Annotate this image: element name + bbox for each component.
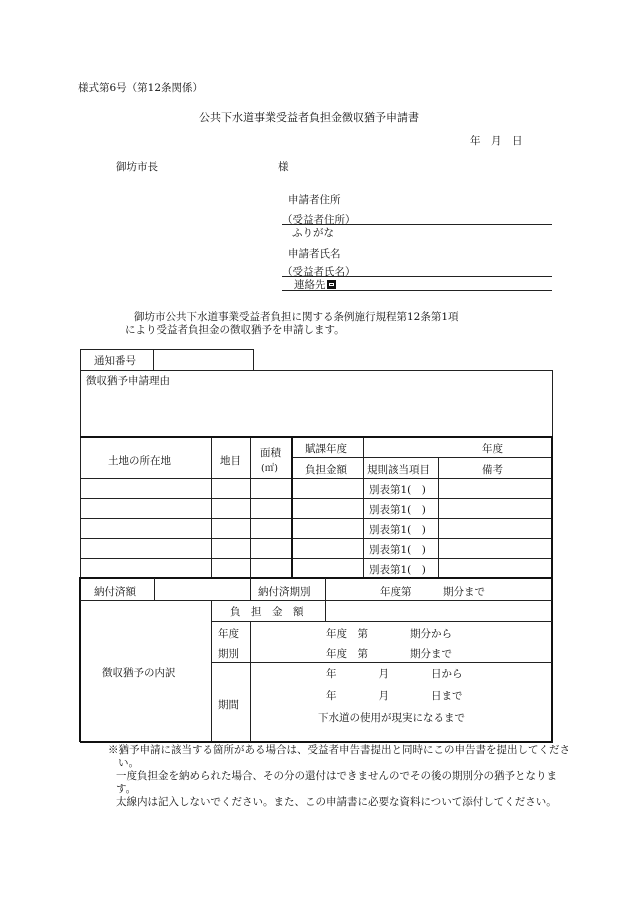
schedule-row: 別表第1( ) bbox=[369, 564, 426, 576]
addressee: 御坊市長 bbox=[116, 161, 158, 173]
deferral-breakdown-label: 徴収猶予の内訳 bbox=[102, 667, 176, 679]
land-category-header: 地目 bbox=[220, 455, 241, 467]
term-from: 年 月 日から bbox=[326, 668, 463, 680]
statement-line-2: により受益者負担金の徴収猶予を申請します。 bbox=[125, 324, 345, 336]
applicant-address-sub: （受益者住所） bbox=[282, 214, 356, 226]
area-unit: (㎡) bbox=[261, 463, 278, 474]
form-number: 様式第6号（第12条関係） bbox=[78, 82, 204, 94]
honorific: 様 bbox=[278, 161, 289, 173]
schedule-row: 別表第1( ) bbox=[369, 504, 426, 516]
term-to: 年 月 日まで bbox=[326, 690, 463, 702]
term-until: 下水道の使用が現実になるまで bbox=[318, 712, 465, 724]
fiscal-year-suffix: 年度 bbox=[482, 443, 503, 455]
term-label: 期間 bbox=[218, 699, 239, 711]
paid-period-value: 年度第 期分まで bbox=[380, 586, 485, 598]
applicant-name-label: 申請者氏名 bbox=[288, 248, 341, 260]
date-label: 年 月 日 bbox=[470, 135, 523, 147]
applicant-name-sub: （受益者氏名） bbox=[282, 266, 356, 278]
paid-amount-label: 納付済額 bbox=[94, 586, 136, 598]
contact-underline bbox=[282, 290, 552, 291]
period-label: 期別 bbox=[218, 648, 239, 660]
rule-item-header: 規則該当項目 bbox=[367, 464, 430, 476]
note-2: 一度負担金を納められた場合、その分の還付はできませんのでその後の期別分の猶予となります。 bbox=[116, 770, 557, 795]
notice-number-label: 通知番号 bbox=[94, 355, 136, 367]
note-3: 太線内は記入しないでください。また、この申請書に必要な資料について添付してください。 bbox=[116, 796, 557, 808]
note-1: ※猶予申請に該当する箇所がある場合は、受益者申告書提出と同時にこの申告書を提出してください。 bbox=[108, 744, 570, 769]
schedule-row: 別表第1( ) bbox=[369, 544, 426, 556]
furigana-label: ふりがな bbox=[292, 227, 334, 239]
fiscal-year-label: 賦課年度 bbox=[305, 443, 347, 455]
contact-text: 連絡先 bbox=[294, 279, 326, 291]
year-period-to: 年度 第 期分まで bbox=[326, 648, 452, 660]
form-title: 公共下水道事業受益者負担金徴収猶予申請書 bbox=[199, 111, 419, 124]
schedule-row: 別表第1( ) bbox=[369, 524, 426, 536]
area-header: 面積 bbox=[260, 447, 281, 459]
burden-amount-label: 負 担 金 額 bbox=[230, 606, 304, 618]
remarks-header: 備考 bbox=[482, 464, 503, 476]
amount-label: 負担金額 bbox=[305, 464, 347, 476]
reason-label: 徴収猶予申請理由 bbox=[86, 375, 170, 387]
year-period-from: 年度 第 期分から bbox=[326, 628, 452, 640]
year-label: 年度 bbox=[218, 628, 239, 640]
land-location-header: 土地の所在地 bbox=[108, 455, 171, 467]
applicant-address-label: 申請者住所 bbox=[288, 194, 341, 206]
schedule-row: 別表第1( ) bbox=[369, 484, 426, 496]
statement-line-1: 御坊市公共下水道事業受益者負担に関する条例施行規程第12条第1項 bbox=[134, 311, 459, 323]
paid-period-label: 納付済期別 bbox=[258, 586, 311, 598]
